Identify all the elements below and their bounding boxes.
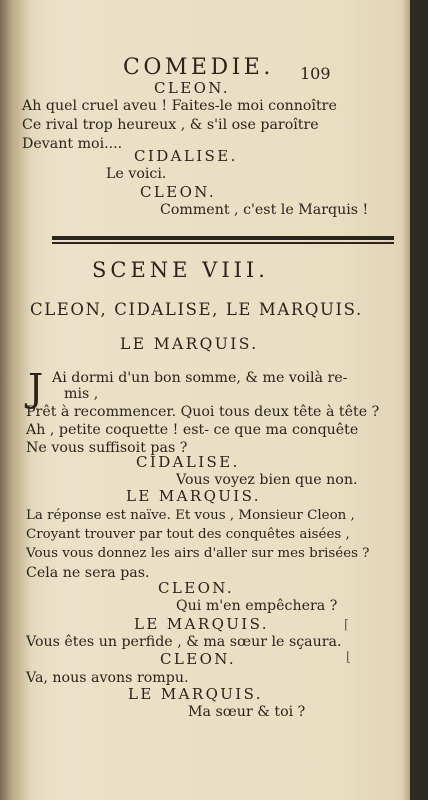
ornamental-rule-thin (52, 242, 394, 244)
speaker-marquis: LE MARQUIS. (120, 335, 259, 353)
scene-heading: SCENE VIII. (92, 258, 269, 282)
speaker-cleon: CLEON. (158, 579, 235, 597)
speaker-cleon: CLEON. (154, 79, 231, 97)
verse-line: Ai dormi d'un bon somme, & me voilà re- (52, 370, 348, 386)
verse-line: Vous êtes un perfide , & ma sœur le sçaura. (26, 634, 342, 650)
drop-cap: J (28, 366, 44, 410)
verse-line: La réponse est naïve. Et vous , Monsieur Cleon , (26, 508, 355, 523)
ornamental-rule (52, 236, 394, 240)
page-edge-shadow (402, 0, 410, 800)
verse-line: Ma sœur & toi ? (188, 704, 306, 720)
book-page (18, 0, 410, 800)
verse-line: Comment , c'est le Marquis ! (160, 202, 369, 218)
verse-line: Ah quel cruel aveu ! Faites-le moi connoître (22, 98, 337, 114)
verse-line: Devant moi.... (22, 136, 123, 152)
speaker-marquis: LE MARQUIS. (134, 615, 269, 633)
verse-line: Le voici. (106, 166, 167, 182)
margin-bracket-mark: ⌊ (346, 650, 352, 665)
verse-line: Ce rival trop heureux , & s'il ose paroître (22, 117, 319, 133)
verse-line: Cela ne sera pas. (26, 565, 150, 581)
speaker-cidalise: CIDALISE. (134, 147, 238, 165)
verse-line: Ne vous suffisoit pas ? (26, 440, 188, 456)
verse-line: Croyant trouver par tout des conquêtes aisées , (26, 527, 350, 542)
speaker-cleon: CLEON. (160, 650, 237, 668)
running-title: COMEDIE. (123, 55, 274, 80)
verse-line: Ah , petite coquette ! est- ce que ma conquête (26, 422, 359, 438)
verse-line: Vous voyez bien que non. (176, 472, 358, 488)
margin-bracket-mark: ⌈ (344, 618, 350, 633)
verse-line: Va, nous avons rompu. (26, 670, 189, 686)
page-number: 109 (300, 64, 331, 83)
scene-characters: CLEON, CIDALISE, LE MARQUIS. (30, 300, 363, 319)
verse-line: Qui m'en empêchera ? (176, 598, 338, 614)
speaker-cleon: CLEON. (140, 183, 217, 201)
verse-line: Vous vous donnez les airs d'aller sur mes brisées ? (26, 546, 370, 561)
speaker-cidalise: CIDALISE. (136, 453, 240, 471)
speaker-marquis: LE MARQUIS. (128, 685, 263, 703)
speaker-marquis: LE MARQUIS. (126, 487, 261, 505)
verse-line: mis , (64, 386, 99, 402)
verse-line: Prêt à recommencer. Quoi tous deux tête à tête ? (26, 404, 380, 420)
